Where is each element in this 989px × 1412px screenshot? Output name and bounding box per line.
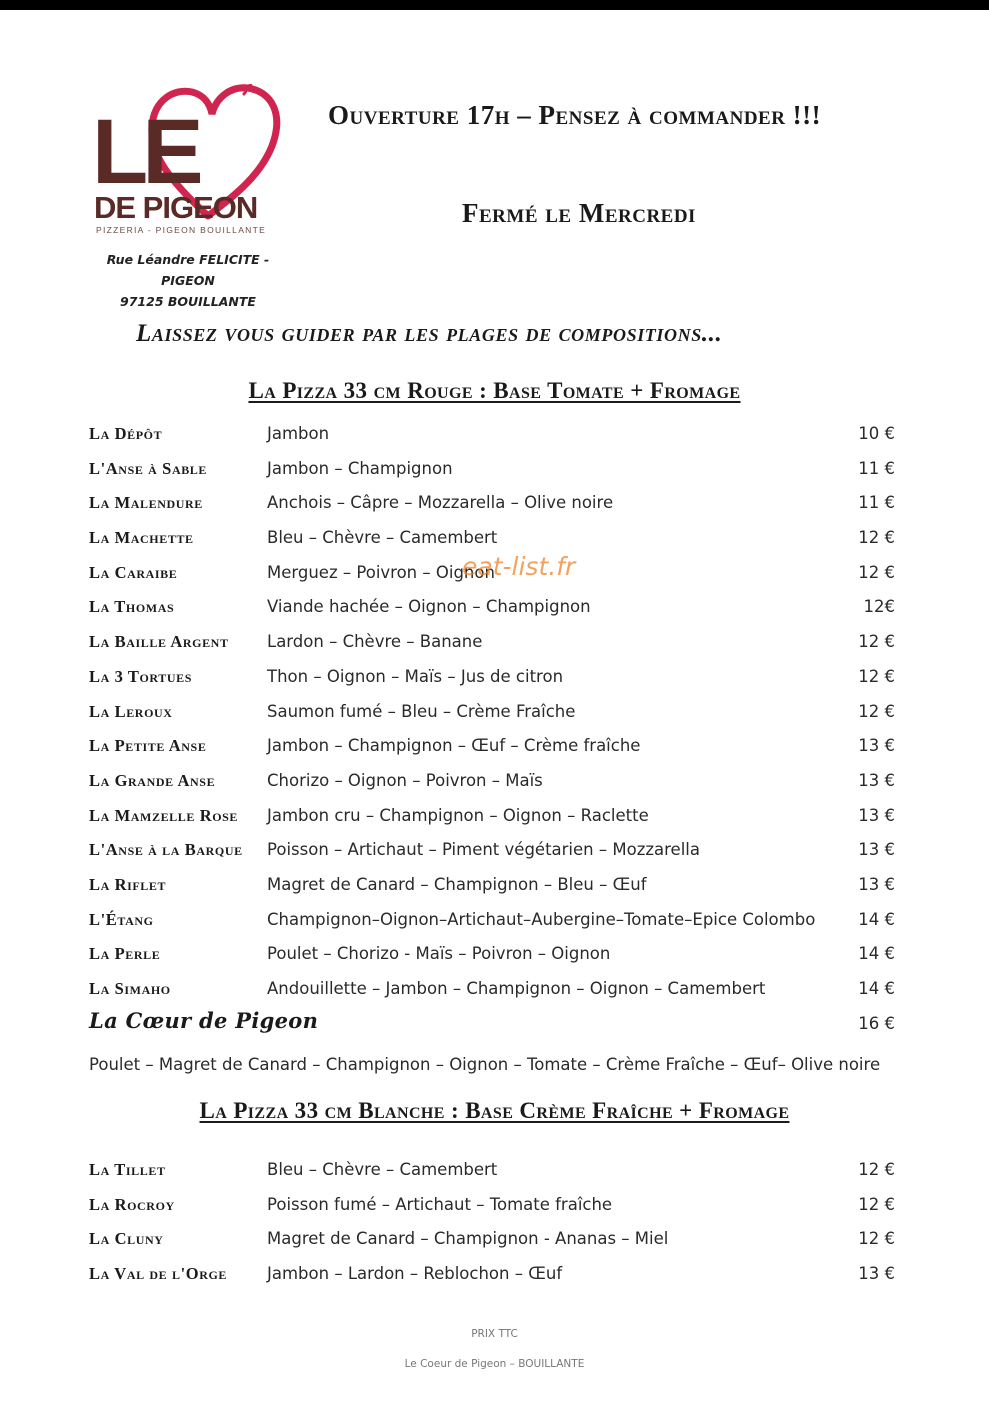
pizza-name: La Thomas (89, 597, 175, 617)
pizza-name: L'Anse à la Barque (89, 840, 243, 860)
pizza-price: 12 € (858, 1194, 895, 1214)
pizza-price: 12 € (858, 632, 895, 652)
menu-item (0, 944, 989, 979)
pizza-name: La Grande Anse (89, 770, 216, 790)
footer-price-note: PRIX TTC (471, 1328, 518, 1340)
pizza-price: 13 € (858, 736, 895, 756)
special-pizza-ingredients: Poulet – Magret de Canard – Champignon – Oignon – Tomate – Crème Fraîche – Œuf– Olive noire (89, 1055, 881, 1074)
pizza-name: La Rocroy (89, 1194, 175, 1214)
pizza-ingredients: Magret de Canard – Champignon – Bleu – Œuf (267, 874, 647, 894)
menu-item (0, 597, 989, 632)
menu-item (0, 702, 989, 737)
pizza-ingredients: Poisson fumé – Artichaut – Tomate fraîche (267, 1194, 613, 1214)
pizza-ingredients: Thon – Oignon – Maïs – Jus de citron (267, 666, 564, 686)
menu-list-blanche (0, 1160, 989, 1299)
menu-item (0, 459, 989, 494)
top-border (0, 0, 989, 10)
special-pizza-price: 16 € (858, 1014, 895, 1033)
menu-item (0, 1160, 989, 1195)
address (88, 249, 288, 312)
pizza-name: La Tillet (89, 1160, 166, 1179)
menu-item (0, 667, 989, 702)
pizza-name: La Simaho (89, 979, 171, 998)
pizza-price: 13 € (858, 840, 895, 860)
menu-item (0, 736, 989, 771)
menu-item (0, 493, 989, 528)
pizza-name: La Petite Anse (89, 736, 207, 756)
logo-word-le: LE (92, 101, 198, 203)
menu-item (0, 1195, 989, 1230)
section-title-blanche: La Pizza 33 cm Blanche : Base Crème Fraîche + Fromage (199, 1098, 790, 1123)
menu-item (0, 910, 989, 945)
pizza-ingredients: Anchois – Câpre – Mozzarella – Olive noire (267, 493, 614, 513)
pizza-ingredients: Magret de Canard – Champignon - Ananas – Miel (267, 1229, 669, 1249)
pizza-ingredients: Jambon (267, 424, 330, 443)
pizza-ingredients: Saumon fumé – Bleu – Crème Fraîche (267, 701, 576, 721)
pizza-price: 11 € (858, 493, 895, 513)
menu-item (0, 1229, 989, 1264)
menu-item (0, 632, 989, 667)
pizza-price: 13 € (858, 874, 895, 894)
opening-hours: Ouverture 17h – Pensez à commander !!! (328, 100, 822, 130)
pizza-ingredients: Champignon–Oignon–Artichaut–Aubergine–Tomate–Epice Colombo (267, 909, 816, 929)
pizza-ingredients: Jambon cru – Champignon – Oignon – Raclette (267, 805, 649, 825)
pizza-price: 12 € (858, 1160, 895, 1179)
pizza-name: La Perle (89, 944, 161, 964)
pizza-price: 12 € (858, 562, 895, 582)
menu-item (0, 840, 989, 875)
pizza-name: La Leroux (89, 701, 173, 721)
pizza-name: L'Anse à Sable (89, 458, 208, 478)
pizza-name: L'Étang (89, 909, 154, 929)
pizza-price: 11 € (858, 458, 895, 478)
menu-item (0, 1264, 989, 1299)
pizza-price: 14 € (858, 909, 895, 929)
pizza-ingredients: Jambon – Champignon – Œuf – Crème fraîche (267, 736, 641, 756)
pizza-ingredients: Chorizo – Oignon – Poivron – Maïs (267, 770, 543, 790)
section-title-rouge: La Pizza 33 cm Rouge : Base Tomate + Fromage (248, 378, 741, 403)
pizza-price: 14 € (858, 979, 895, 998)
menu-item (0, 875, 989, 910)
logo (88, 84, 288, 244)
pizza-name: La Caraibe (89, 562, 178, 582)
menu-list-rouge (0, 424, 989, 1014)
pizza-ingredients: Viande hachée – Oignon – Champignon (267, 597, 591, 617)
pizza-ingredients: Jambon – Champignon (267, 458, 453, 478)
pizza-name: La Cluny (89, 1229, 164, 1249)
pizza-name: La Malendure (89, 493, 203, 513)
pizza-name: La Dépôt (89, 424, 163, 443)
pizza-price: 13 € (858, 805, 895, 825)
guide-heading: Laissez vous guider par les plages de compositions... (136, 320, 723, 347)
logo-word-de-pigeon: DE PIGEON (94, 190, 258, 225)
pizza-name: La 3 Tortues (89, 666, 193, 686)
pizza-ingredients: Bleu – Chèvre – Camembert (267, 528, 498, 548)
menu-item (0, 806, 989, 841)
pizza-name: La Mamzelle Rose (89, 805, 239, 825)
pizza-price: 10 € (858, 424, 895, 443)
logo-subtitle: PIZZERIA - PIGEON BOUILLANTE (96, 225, 267, 235)
pizza-price: 13 € (858, 770, 895, 790)
pizza-name: La Machette (89, 528, 194, 548)
footer-name: Le Coeur de Pigeon – BOUILLANTE (404, 1358, 585, 1370)
special-pizza-name: La Cœur de Pigeon (89, 1008, 319, 1033)
pizza-price: 13 € (858, 1264, 895, 1284)
pizza-ingredients: Andouillette – Jambon – Champignon – Oignon – Camembert (267, 979, 766, 998)
pizza-price: 12 € (858, 666, 895, 686)
pizza-ingredients: Poisson – Artichaut – Piment végétarien – Mozzarella (267, 840, 700, 860)
menu-item (0, 424, 989, 459)
address-city: 97125 BOUILLANTE (120, 294, 256, 309)
pizza-ingredients: Bleu – Chèvre – Camembert (267, 1160, 498, 1179)
pizza-ingredients: Poulet – Chorizo - Maïs – Poivron – Oignon (267, 944, 611, 964)
pizza-price: 12 € (858, 701, 895, 721)
pizza-price: 12 € (858, 1229, 895, 1249)
pizza-ingredients: Merguez – Poivron – Oignon (267, 562, 495, 582)
watermark: eat-list.fr (462, 552, 576, 581)
pizza-price: 14 € (858, 944, 895, 964)
pizza-ingredients: Lardon – Chèvre – Banane (267, 632, 483, 652)
address-street: Rue Léandre FELICITE - PIGEON (106, 252, 270, 288)
closed-day: Fermé le Mercredi (462, 198, 696, 228)
menu-item (0, 771, 989, 806)
pizza-price: 12€ (863, 597, 895, 617)
pizza-name: La Val de l'Orge (89, 1264, 228, 1284)
pizza-price: 12 € (858, 528, 895, 548)
pizza-name: La Riflet (89, 874, 167, 894)
pizza-name: La Baille Argent (89, 632, 229, 652)
pizza-ingredients: Jambon – Lardon – Reblochon – Œuf (267, 1264, 563, 1284)
